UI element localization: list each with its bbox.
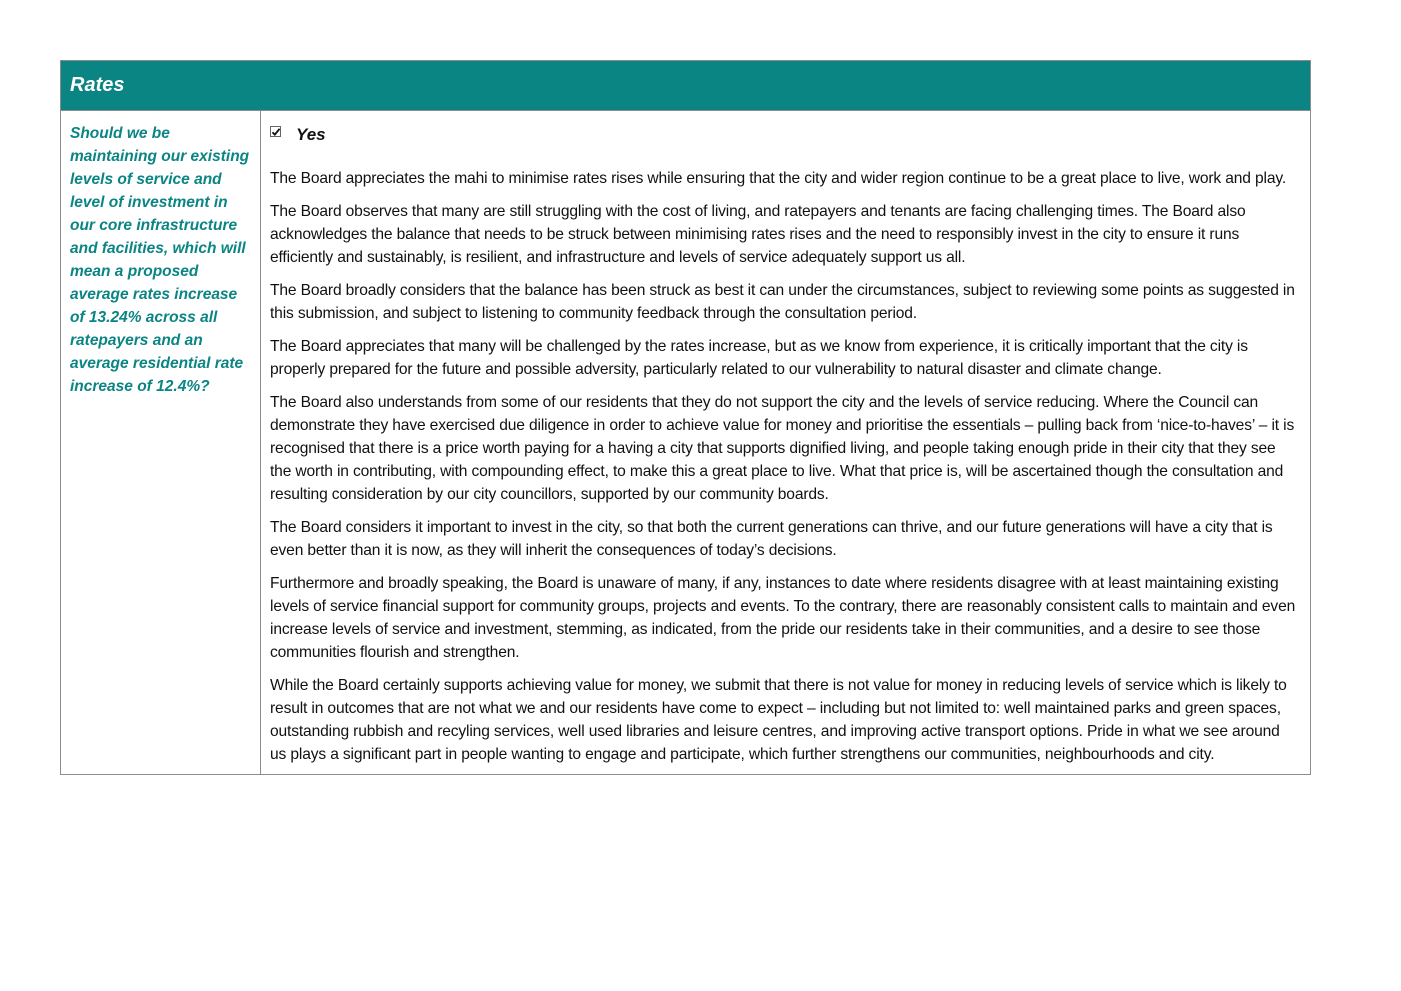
- answer-paragraph: Furthermore and broadly speaking, the Board is unaware of many, if any, instances to date where residents disagree with at least maintaining existing levels of service financial support for community groups, projects and events. To the contrary, there are reasonably consistent calls to maintain and even increase levels of service and investment, stemming, as indicated, from the pride our residents take in their communities, and a desire to see those communities flourish and strengthen.: [270, 575, 1296, 661]
- checkmark-icon: [271, 127, 281, 137]
- section-header: [61, 61, 1310, 111]
- answer-paragraph: While the Board certainly supports achieving value for money, we submit that there is not value for money in reducing levels of service which is likely to result in outcomes that are not what we and our residents have come to expect – including but not limited to: well maintained parks and green spaces, outstanding rubbish and recyling services, well used libraries and leisure centres, and improving active transport options. Pride in what we see around us plays a significant part in people wanting to engage and participate, which further strengthens our communities, neighbourhoods and city.: [270, 677, 1287, 763]
- yes-label: Yes: [296, 125, 326, 144]
- answer-paragraph: The Board broadly considers that the balance has been struck as best it can under the circumstances, subject to reviewing some points as suggested in this submission, and subject to listening to community feedback through the consultation period.: [270, 282, 1295, 322]
- yes-checkbox[interactable]: [270, 126, 281, 137]
- answer-paragraph: The Board appreciates the mahi to minimise rates rises while ensuring that the city and wider region continue to be a great place to live, work and play.: [270, 170, 1287, 187]
- rates-submission-table: [60, 60, 1311, 775]
- yes-option[interactable]: [270, 123, 1300, 147]
- answer-paragraph: The Board considers it important to invest in the city, so that both the current generations can thrive, and our future generations will have a city that is even better than it is now, as they will inherit the consequences of today’s decisions.: [270, 519, 1273, 559]
- question-text: Should we be maintaining our existing levels of service and level of investment in our core infrastructure and facilities, which will mean a proposed average rates increase of 13.24% across all ratepayers and an average residential rate increase of 12.4%?: [70, 125, 250, 395]
- answer-paragraph: The Board observes that many are still struggling with the cost of living, and ratepayers and tenants are facing challenging times. The Board also acknowledges the balance that needs to be struck between minimising rates rises and the need to responsibly invest in the city to ensure it runs efficiently and sustainably, is resilient, and infrastructure and levels of service adequately support us all.: [270, 203, 1246, 266]
- question-row: [61, 111, 1310, 774]
- answer-paragraph: The Board also understands from some of our residents that they do not support the city and the levels of service reducing. Where the Council can demonstrate they have exercised due diligence in order to achieve value for money and prioritise the essentials – pulling back from ‘nice-to-haves’ – it is recognised that there is a price worth paying for a having a city that supports dignified living, and people taking enough pride in their city that they see the worth in contributing, with compounding effect, to make this a great place to live. What that price is, will be ascertained though the consultation and resulting consideration by our city councillors, supported by our community boards.: [270, 394, 1295, 503]
- answer-paragraph: The Board appreciates that many will be challenged by the rates increase, but as we know from experience, it is critically important that the city is properly prepared for the future and possible adversity, particularly related to our vulnerability to natural disaster and climate change.: [270, 338, 1248, 378]
- question-cell: [61, 111, 261, 774]
- section-title: Rates: [70, 74, 125, 96]
- answer-paragraphs: [270, 167, 1300, 766]
- answer-cell: [261, 111, 1310, 774]
